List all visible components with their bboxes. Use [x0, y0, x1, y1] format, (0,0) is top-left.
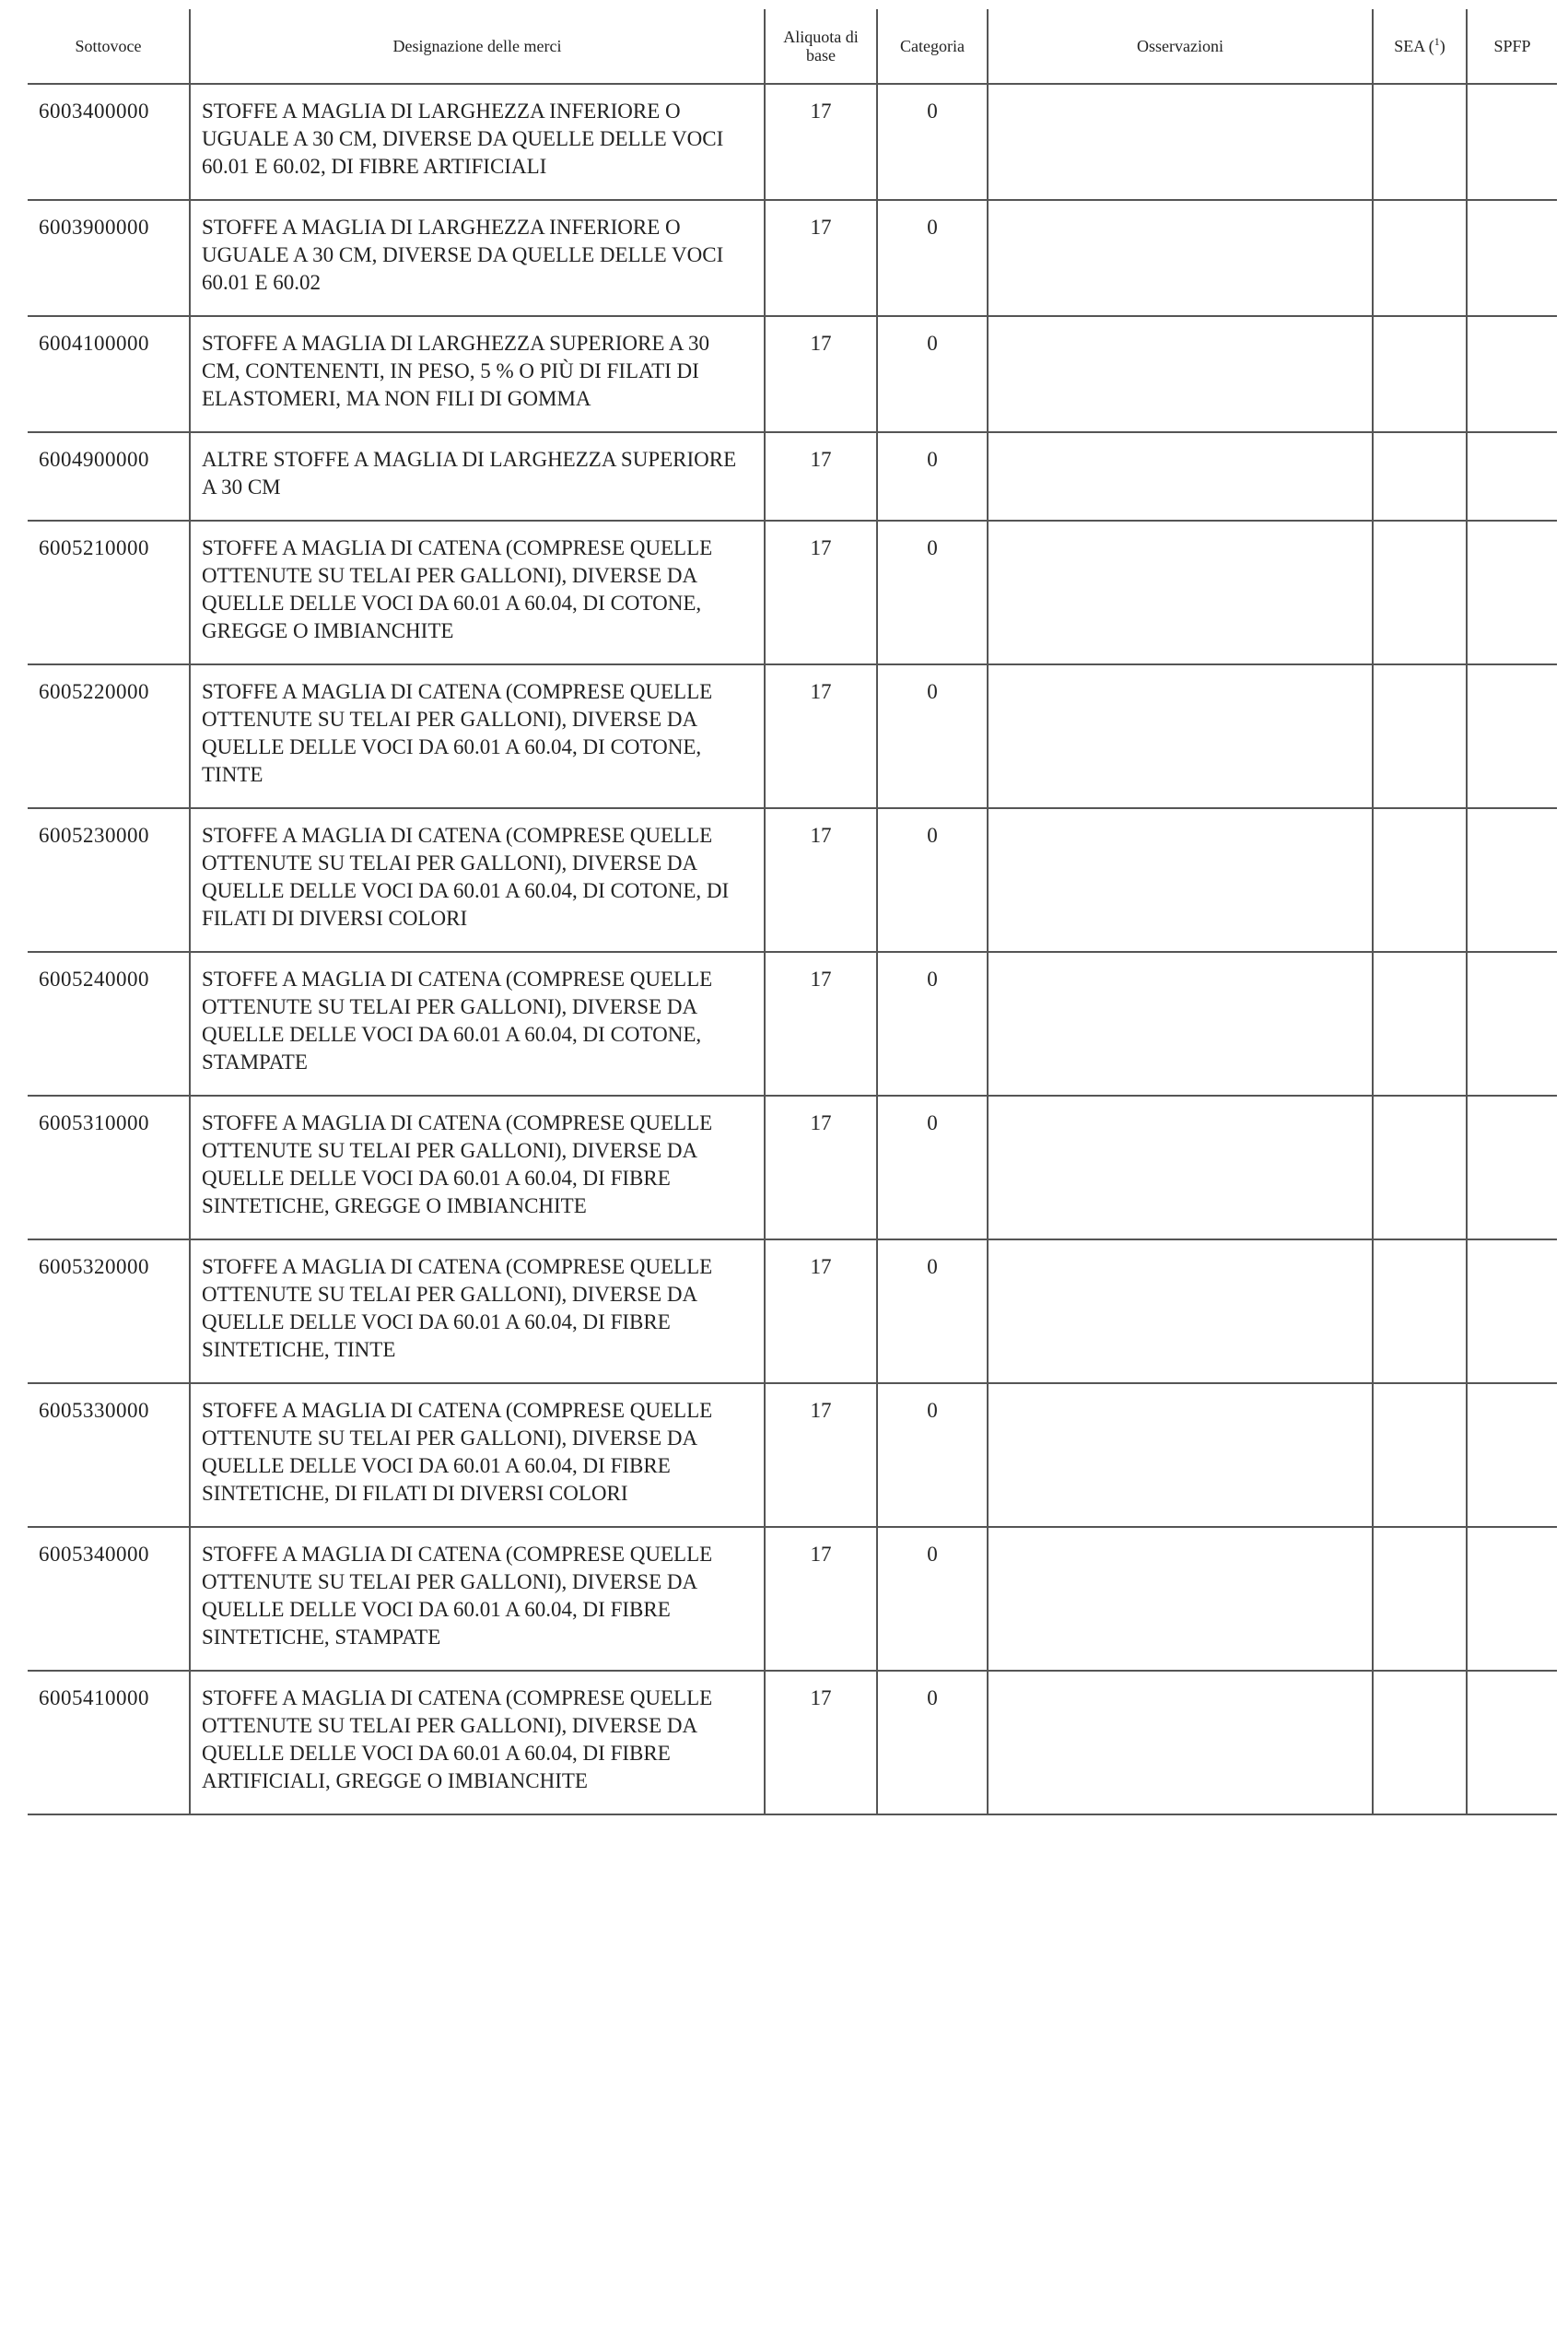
cell-sea	[1373, 1239, 1467, 1383]
cell-subheading-code: 6005320000	[28, 1239, 190, 1383]
cell-spfp	[1467, 664, 1557, 808]
header-sea-close: )	[1439, 37, 1445, 55]
cell-remarks	[988, 84, 1373, 200]
cell-sea	[1373, 84, 1467, 200]
footnote-marker: 1	[1433, 35, 1440, 48]
cell-base-rate: 17	[765, 432, 877, 521]
cell-sea	[1373, 316, 1467, 432]
cell-base-rate: 17	[765, 664, 877, 808]
cell-remarks	[988, 316, 1373, 432]
table-row	[28, 1527, 1557, 1671]
table-header	[28, 9, 1557, 84]
table-row	[28, 84, 1557, 200]
cell-staging-category: 0	[877, 808, 988, 952]
cell-goods-description: STOFFE A MAGLIA DI CATENA (COMPRESE QUELLE OTTENUTE SU TELAI PER GALLONI), DIVERSE DA QUELLE DELLE VOCI DA 60.01 A 60.04, DI COTONE, STAMPATE	[190, 952, 765, 1096]
header-category: Categoria	[877, 9, 988, 84]
cell-base-rate: 17	[765, 1527, 877, 1671]
cell-sea	[1373, 1096, 1467, 1239]
header-sea-label: SEA (	[1394, 37, 1434, 55]
cell-goods-description: STOFFE A MAGLIA DI CATENA (COMPRESE QUELLE OTTENUTE SU TELAI PER GALLONI), DIVERSE DA QUELLE DELLE VOCI DA 60.01 A 60.04, DI FIBRE SINTETICHE, DI FILATI DI DIVERSI COLORI	[190, 1383, 765, 1527]
cell-staging-category: 0	[877, 1671, 988, 1814]
cell-base-rate: 17	[765, 521, 877, 664]
cell-base-rate: 17	[765, 200, 877, 316]
cell-goods-description: STOFFE A MAGLIA DI CATENA (COMPRESE QUELLE OTTENUTE SU TELAI PER GALLONI), DIVERSE DA QUELLE DELLE VOCI DA 60.01 A 60.04, DI FIBRE SINTETICHE, GREGGE O IMBIANCHITE	[190, 1096, 765, 1239]
cell-base-rate: 17	[765, 1096, 877, 1239]
cell-remarks	[988, 1239, 1373, 1383]
cell-spfp	[1467, 808, 1557, 952]
cell-subheading-code: 6005340000	[28, 1527, 190, 1671]
table-row	[28, 1383, 1557, 1527]
header-spfp: SPFP	[1467, 9, 1557, 84]
cell-remarks	[988, 432, 1373, 521]
cell-sea	[1373, 1527, 1467, 1671]
cell-staging-category: 0	[877, 1096, 988, 1239]
cell-remarks	[988, 1527, 1373, 1671]
cell-subheading-code: 6005330000	[28, 1383, 190, 1527]
cell-spfp	[1467, 1383, 1557, 1527]
cell-remarks	[988, 1096, 1373, 1239]
cell-base-rate: 17	[765, 952, 877, 1096]
cell-goods-description: STOFFE A MAGLIA DI LARGHEZZA INFERIORE O UGUALE A 30 CM, DIVERSE DA QUELLE DELLE VOCI 60.01 E 60.02, DI FIBRE ARTIFICIALI	[190, 84, 765, 200]
cell-subheading-code: 6004900000	[28, 432, 190, 521]
table-row	[28, 952, 1557, 1096]
cell-remarks	[988, 808, 1373, 952]
cell-subheading-code: 6003900000	[28, 200, 190, 316]
table-row	[28, 316, 1557, 432]
cell-base-rate: 17	[765, 1671, 877, 1814]
cell-base-rate: 17	[765, 1239, 877, 1383]
cell-remarks	[988, 664, 1373, 808]
tariff-table	[28, 9, 1557, 1815]
table-row	[28, 1239, 1557, 1383]
header-remarks: Osservazioni	[988, 9, 1373, 84]
cell-staging-category: 0	[877, 1527, 988, 1671]
cell-remarks	[988, 952, 1373, 1096]
cell-subheading-code: 6003400000	[28, 84, 190, 200]
cell-spfp	[1467, 84, 1557, 200]
cell-sea	[1373, 432, 1467, 521]
cell-remarks	[988, 1383, 1373, 1527]
cell-remarks	[988, 521, 1373, 664]
cell-base-rate: 17	[765, 808, 877, 952]
cell-remarks	[988, 200, 1373, 316]
cell-goods-description: STOFFE A MAGLIA DI CATENA (COMPRESE QUELLE OTTENUTE SU TELAI PER GALLONI), DIVERSE DA QUELLE DELLE VOCI DA 60.01 A 60.04, DI FIBRE ARTIFICIALI, GREGGE O IMBIANCHITE	[190, 1671, 765, 1814]
table-body	[28, 84, 1557, 1814]
cell-spfp	[1467, 1671, 1557, 1814]
cell-spfp	[1467, 521, 1557, 664]
table-row	[28, 1671, 1557, 1814]
cell-goods-description: STOFFE A MAGLIA DI CATENA (COMPRESE QUELLE OTTENUTE SU TELAI PER GALLONI), DIVERSE DA QUELLE DELLE VOCI DA 60.01 A 60.04, DI FIBRE SINTETICHE, TINTE	[190, 1239, 765, 1383]
table-row	[28, 521, 1557, 664]
table-row	[28, 808, 1557, 952]
cell-sea	[1373, 1383, 1467, 1527]
cell-sea	[1373, 664, 1467, 808]
cell-subheading-code: 6005310000	[28, 1096, 190, 1239]
cell-staging-category: 0	[877, 432, 988, 521]
header-description: Designazione delle merci	[190, 9, 765, 84]
document-page	[28, 9, 1557, 1815]
cell-spfp	[1467, 432, 1557, 521]
cell-staging-category: 0	[877, 952, 988, 1096]
cell-spfp	[1467, 952, 1557, 1096]
cell-staging-category: 0	[877, 664, 988, 808]
cell-goods-description: STOFFE A MAGLIA DI CATENA (COMPRESE QUELLE OTTENUTE SU TELAI PER GALLONI), DIVERSE DA QUELLE DELLE VOCI DA 60.01 A 60.04, DI FIBRE SINTETICHE, STAMPATE	[190, 1527, 765, 1671]
cell-sea	[1373, 521, 1467, 664]
cell-spfp	[1467, 1239, 1557, 1383]
cell-staging-category: 0	[877, 84, 988, 200]
cell-base-rate: 17	[765, 1383, 877, 1527]
cell-goods-description: STOFFE A MAGLIA DI CATENA (COMPRESE QUELLE OTTENUTE SU TELAI PER GALLONI), DIVERSE DA QUELLE DELLE VOCI DA 60.01 A 60.04, DI COTONE, DI FILATI DI DIVERSI COLORI	[190, 808, 765, 952]
table-row	[28, 664, 1557, 808]
cell-subheading-code: 6005230000	[28, 808, 190, 952]
cell-goods-description: STOFFE A MAGLIA DI CATENA (COMPRESE QUELLE OTTENUTE SU TELAI PER GALLONI), DIVERSE DA QUELLE DELLE VOCI DA 60.01 A 60.04, DI COTONE, GREGGE O IMBIANCHITE	[190, 521, 765, 664]
cell-staging-category: 0	[877, 316, 988, 432]
cell-goods-description: STOFFE A MAGLIA DI CATENA (COMPRESE QUELLE OTTENUTE SU TELAI PER GALLONI), DIVERSE DA QUELLE DELLE VOCI DA 60.01 A 60.04, DI COTONE, TINTE	[190, 664, 765, 808]
cell-goods-description: ALTRE STOFFE A MAGLIA DI LARGHEZZA SUPERIORE A 30 CM	[190, 432, 765, 521]
cell-sea	[1373, 808, 1467, 952]
header-sea	[1373, 9, 1467, 84]
cell-staging-category: 0	[877, 200, 988, 316]
cell-subheading-code: 6005240000	[28, 952, 190, 1096]
cell-subheading-code: 6004100000	[28, 316, 190, 432]
cell-spfp	[1467, 1527, 1557, 1671]
cell-goods-description: STOFFE A MAGLIA DI LARGHEZZA INFERIORE O UGUALE A 30 CM, DIVERSE DA QUELLE DELLE VOCI 60.01 E 60.02	[190, 200, 765, 316]
cell-subheading-code: 6005410000	[28, 1671, 190, 1814]
cell-base-rate: 17	[765, 316, 877, 432]
cell-sea	[1373, 200, 1467, 316]
cell-base-rate: 17	[765, 84, 877, 200]
header-base-rate: Aliquota di base	[765, 9, 877, 84]
cell-spfp	[1467, 316, 1557, 432]
cell-staging-category: 0	[877, 1383, 988, 1527]
header-row	[28, 9, 1557, 84]
table-row	[28, 432, 1557, 521]
cell-goods-description: STOFFE A MAGLIA DI LARGHEZZA SUPERIORE A 30 CM, CONTENENTI, IN PESO, 5 % O PIÙ DI FILATI DI ELASTOMERI, MA NON FILI DI GOMMA	[190, 316, 765, 432]
cell-staging-category: 0	[877, 1239, 988, 1383]
cell-staging-category: 0	[877, 521, 988, 664]
cell-subheading-code: 6005220000	[28, 664, 190, 808]
table-row	[28, 1096, 1557, 1239]
cell-spfp	[1467, 1096, 1557, 1239]
cell-subheading-code: 6005210000	[28, 521, 190, 664]
header-subheading: Sottovoce	[28, 9, 190, 84]
cell-spfp	[1467, 200, 1557, 316]
table-row	[28, 200, 1557, 316]
cell-sea	[1373, 1671, 1467, 1814]
cell-sea	[1373, 952, 1467, 1096]
cell-remarks	[988, 1671, 1373, 1814]
